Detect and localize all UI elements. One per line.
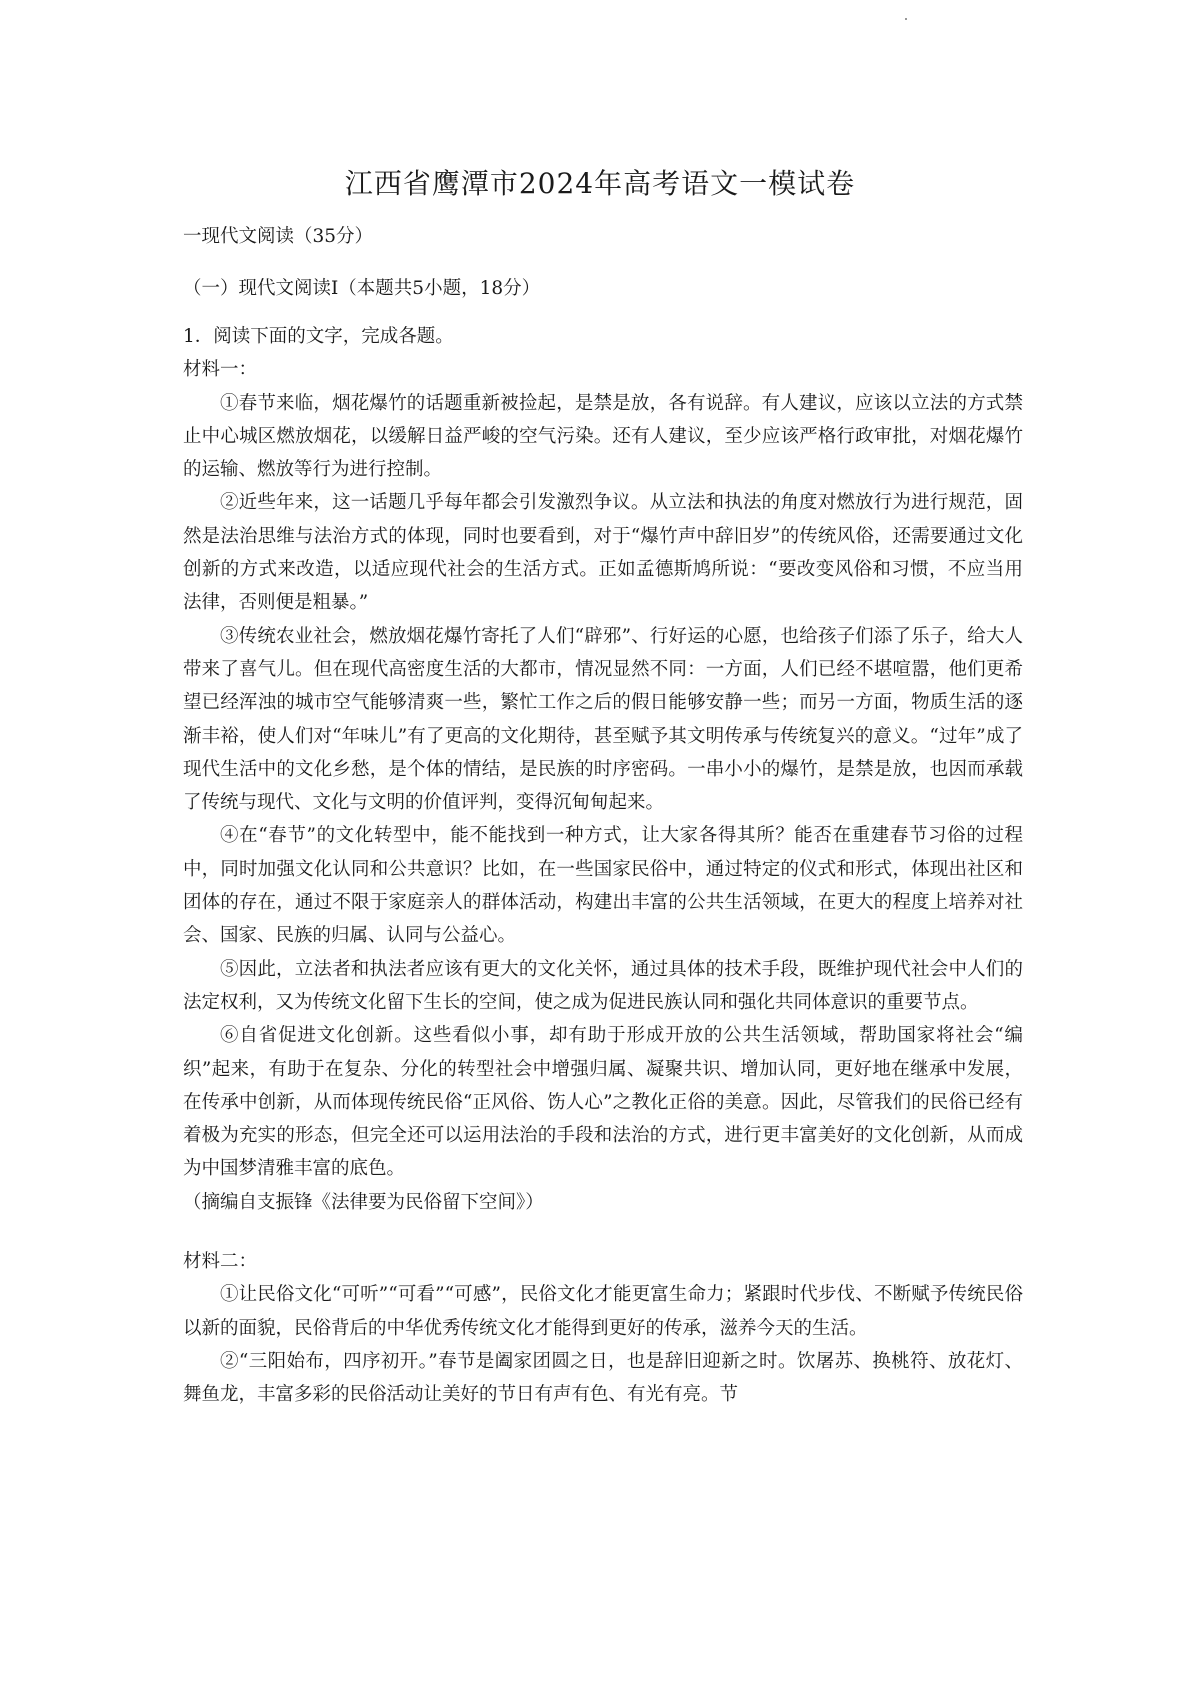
material-two-label: 材料二：	[183, 1251, 258, 1273]
exam-body	[183, 320, 1023, 1412]
material-two-paragraph: ②“三阳始布，四序初开。”春节是阖家团圆之日，也是辞旧迎新之时。饮屠苏、换桃符、放花灯、舞鱼龙，丰富多彩的民俗活动让美好的节日有声有色、有光有亮。节	[183, 1350, 1023, 1406]
material-one-paragraph: ①春节来临，烟花爆竹的话题重新被捡起，是禁是放，各有说辞。有人建议，应该以立法的方式禁止中心城区燃放烟花，以缓解日益严峻的空气污染。还有人建议，至少应该严格行政审批，对烟花爆竹的运输、燃放等行为进行控制。	[183, 392, 1023, 481]
question-instruction: 1．阅读下面的文字，完成各题。	[183, 326, 454, 347]
section-heading-reading-one: （一）现代文阅读Ⅰ（本题共5小题，18分）	[183, 278, 541, 299]
material-one-paragraph: ⑤因此，立法者和执法者应该有更大的文化关怀，通过具体的技术手段，既维护现代社会中人们的法定权利，又为传统文化留下生长的空间，使之成为促进民族认同和强化共同体意识的重要节点。	[183, 958, 1023, 1013]
page-title: 江西省鹰潭市2024年高考语文一模试卷	[344, 167, 856, 200]
material-two-paragraph: ①让民俗文化“可听”“可看”“可感”，民俗文化才能更富生命力；紧跟时代步伐、不断赋予传统民俗以新的面貌，民俗背后的中华优秀传统文化才能得到更好的传承，滋养今天的生活。	[183, 1284, 1023, 1339]
material-one-paragraph: ⑥自省促进文化创新。这些看似小事，却有助于形成开放的公共生活领域，帮助国家将社会“编织”起来，有助于在复杂、分化的转型社会中增强归属、凝聚共识、增加认同，更好地在继承中发展，在传承中创新，从而体现传统民俗“正风俗、饬人心”之教化正俗的美意。因此，尽管我们的民俗已经有着极为充实的形态，但完全还可以运用法治的手段和法治的方式，进行更丰富美好的文化创新，从而成为中国梦清雅丰富的底色。	[183, 1025, 1023, 1180]
section-heading-modern-reading: 一现代文阅读（35分）	[183, 226, 374, 247]
scan-speck	[905, 18, 907, 20]
material-one-label: 材料一：	[183, 359, 258, 381]
material-one-source: （摘编自支振锋《法律要为民俗留下空间》）	[183, 1191, 544, 1213]
material-one-paragraph: ④在“春节”的文化转型中，能不能找到一种方式，让大家各得其所？能否在重建春节习俗的过程中，同时加强文化认同和公共意识？比如，在一些国家民俗中，通过特定的仪式和形式，体现出社区和团体的存在，通过不限于家庭亲人的群体活动，构建出丰富的公共生活领域，在更大的程度上培养对社会、国家、民族的归属、认同与公益心。	[183, 825, 1023, 947]
material-one-paragraph: ②近些年来，这一话题几乎每年都会引发激烈争议。从立法和执法的角度对燃放行为进行规范，固然是法治思维与法治方式的体现，同时也要看到，对于“爆竹声中辞旧岁”的传统风俗，还需要通过文化创新的方式来改造，以适应现代社会的生活方式。正如孟德斯鸠所说：“要改变风俗和习惯，不应当用法律，否则便是粗暴。”	[183, 492, 1023, 614]
material-one-paragraph: ③传统农业社会，燃放烟花爆竹寄托了人们“辟邪”、行好运的心愿，也给孩子们添了乐子，给大人带来了喜气儿。但在现代高密度生活的大都市，情况显然不同：一方面，人们已经不堪喧嚣，他们更希望已经浑浊的城市空气能够清爽一些，繁忙工作之后的假日能够安静一些；而另一方面，物质生活的逐渐丰裕，使人们对“年味儿”有了更高的文化期待，甚至赋予其文明传承与传统复兴的意义。“过年”成了现代生活中的文化乡愁，是个体的情结，是民族的时序密码。一串小小的爆竹，是禁是放，也因而承载了传统与现代、文化与文明的价值评判，变得沉甸甸起来。	[183, 625, 1023, 814]
